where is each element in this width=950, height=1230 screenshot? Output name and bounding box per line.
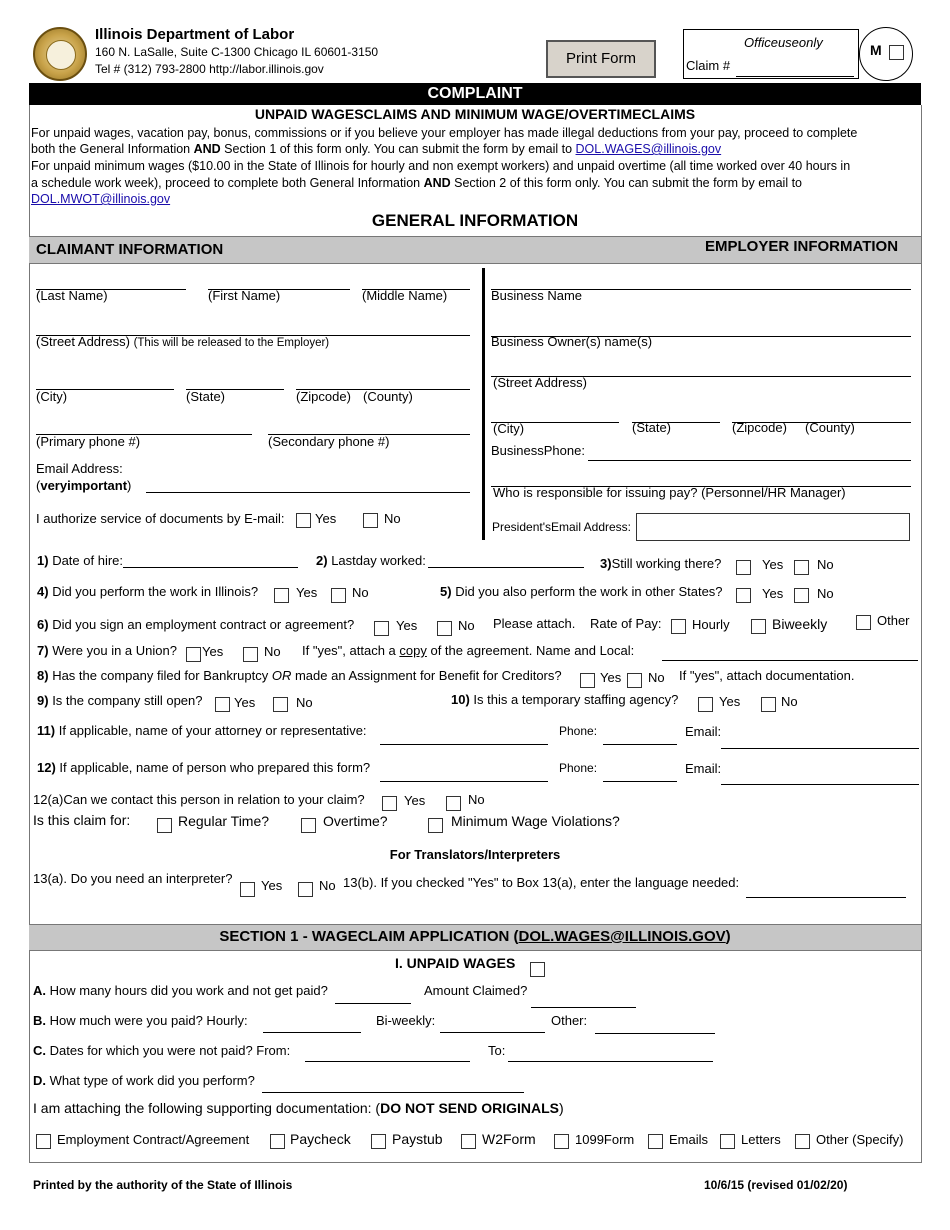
q10-yes-label: Yes xyxy=(719,694,741,709)
claimant-county-label: (County) xyxy=(363,389,413,404)
q12a-no-label: No xyxy=(468,792,485,807)
q7-union: 7) Were you in a Union? xyxy=(37,643,177,658)
wages-email-link[interactable]: DOL.WAGES@illinois.gov xyxy=(575,142,722,156)
q6-yes-label: Yes xyxy=(396,618,418,633)
q12-phone-label: Phone: xyxy=(559,761,598,775)
hourly-rate-field[interactable] xyxy=(263,1032,361,1033)
preparer-phone-field[interactable] xyxy=(603,781,677,782)
q7-no-label: No xyxy=(264,644,281,659)
q5-other-states: 5) Did you also perform the work in other States? xyxy=(440,584,723,599)
other-pay-label: Other: xyxy=(551,1013,588,1028)
q4-no-checkbox[interactable] xyxy=(331,588,346,603)
q13a-yes-label: Yes xyxy=(261,878,283,893)
doc-contract-checkbox[interactable] xyxy=(36,1134,51,1149)
section1-heading: SECTION 1 - WAGECLAIM APPLICATION (DOL.WAGES@ILLINOIS.GOV) xyxy=(219,928,731,945)
q9-yes-checkbox[interactable] xyxy=(215,697,230,712)
footer-revision: 10/6/15 (revised 01/02/20) xyxy=(704,1178,848,1192)
q-d-work-type: D. What type of work did you perform? xyxy=(33,1073,255,1088)
q4-yes-label: Yes xyxy=(296,585,318,600)
rate-other-checkbox[interactable] xyxy=(856,615,871,630)
doc-1099-label: 1099Form xyxy=(575,1132,635,1147)
q6-yes-checkbox[interactable] xyxy=(374,621,389,636)
unpaid-hours-field[interactable] xyxy=(335,1003,411,1004)
q10-staffing-agency: 10) Is this a temporary staffing agency? xyxy=(451,692,679,707)
attorney-phone-field[interactable] xyxy=(603,744,677,745)
claimant-street-label: (Street Address) (This will be released to the Employer) xyxy=(36,334,330,349)
q6-please-attach: Please attach. xyxy=(493,616,576,631)
m-circle xyxy=(859,27,913,81)
q6-no-label: No xyxy=(458,618,475,633)
pay-responsible-label: Who is responsible for issuing pay? (Personnel/HR Manager) xyxy=(493,485,846,500)
office-use-label: Officeuseonly xyxy=(744,35,823,50)
q2-last-day-worked: 2) Lastday worked: xyxy=(316,553,426,568)
min-wage-checkbox[interactable] xyxy=(428,818,443,833)
q5-yes-checkbox[interactable] xyxy=(736,588,751,603)
rate-hourly-label: Hourly xyxy=(692,617,730,632)
doc-letters-label: Letters xyxy=(741,1132,781,1147)
rate-biweekly-label: Biweekly xyxy=(772,616,828,632)
date-of-hire-field[interactable] xyxy=(123,567,298,568)
q5-no-checkbox[interactable] xyxy=(794,588,809,603)
q3-yes-checkbox[interactable] xyxy=(736,560,751,575)
attach-docs-label: I am attaching the following supporting documentation: (DO NOT SEND ORIGINALS) xyxy=(33,1100,564,1116)
m-checkbox[interactable] xyxy=(889,45,904,60)
doc-paycheck-label: Paycheck xyxy=(290,1131,351,1147)
doc-1099-checkbox[interactable] xyxy=(554,1134,569,1149)
q12a-yes-label: Yes xyxy=(404,793,426,808)
doc-w2-label: W2Form xyxy=(482,1131,536,1147)
q12-preparer: 12) If applicable, name of person who prepared this form? xyxy=(37,760,371,775)
date-to-field[interactable] xyxy=(508,1061,713,1062)
rate-other-label: Other xyxy=(877,613,910,628)
q9-no-label: No xyxy=(296,695,313,710)
last-name-label: (Last Name) xyxy=(36,288,108,303)
preparer-email-field[interactable] xyxy=(721,784,919,785)
q11-email-label: Email: xyxy=(685,724,722,739)
employer-state-label: (State) xyxy=(632,420,672,435)
q8-yes-checkbox[interactable] xyxy=(580,673,595,688)
m-label: M xyxy=(870,42,882,58)
regular-time-checkbox[interactable] xyxy=(157,818,172,833)
unpaid-wages-checkbox[interactable] xyxy=(530,962,545,977)
date-from-field[interactable] xyxy=(305,1061,470,1062)
q8-bankruptcy: 8) Has the company filed for Bankruptcy OR made an Assignment for Benefit for Creditors? xyxy=(37,668,562,683)
q-c-dates: C. Dates for which you were not paid? From: xyxy=(33,1043,291,1058)
q12a-contact: 12(a)Can we contact this person in relation to your claim? xyxy=(33,792,365,807)
q12-email-label: Email: xyxy=(685,761,722,776)
q12a-no-checkbox[interactable] xyxy=(446,796,461,811)
q9-company-open: 9) Is the company still open? xyxy=(37,693,203,708)
email-address-label: Email Address: xyxy=(36,461,123,476)
authorize-no-checkbox[interactable] xyxy=(363,513,378,528)
doc-other-checkbox[interactable] xyxy=(795,1134,810,1149)
q13a-no-label: No xyxy=(319,878,336,893)
q3-no-checkbox[interactable] xyxy=(794,560,809,575)
work-type-field[interactable] xyxy=(262,1092,524,1093)
q4-no-label: No xyxy=(352,585,369,600)
doc-emails-label: Emails xyxy=(669,1132,709,1147)
q11-phone-label: Phone: xyxy=(559,724,598,738)
q6-contract: 6) Did you sign an employment contract or agreement? xyxy=(37,617,355,632)
other-pay-field[interactable] xyxy=(595,1033,715,1034)
regular-time-label: Regular Time? xyxy=(178,813,270,829)
attorney-name-field[interactable] xyxy=(380,744,548,745)
doc-emails-checkbox[interactable] xyxy=(648,1134,663,1149)
business-owner-label: Business Owner(s) name(s) xyxy=(491,334,653,349)
overtime-label: Overtime? xyxy=(323,813,388,829)
claim-for-label: Is this claim for: xyxy=(33,812,131,828)
biweekly-pay-field[interactable] xyxy=(440,1032,545,1033)
authorize-yes-checkbox[interactable] xyxy=(296,513,311,528)
q6-no-checkbox[interactable] xyxy=(437,621,452,636)
q9-yes-label: Yes xyxy=(234,695,256,710)
authorize-email-label: I authorize service of documents by E-mail: xyxy=(36,511,285,526)
president-email-label: President'sEmail Address: xyxy=(492,520,632,534)
org-name: Illinois Department of Labor xyxy=(95,26,295,43)
q4-yes-checkbox[interactable] xyxy=(274,588,289,603)
form-subtitle: UNPAID WAGESCLAIMS AND MINIMUM WAGE/OVERTIMECLAIMS xyxy=(254,106,696,122)
q7-no-checkbox[interactable] xyxy=(243,647,258,662)
q10-yes-checkbox[interactable] xyxy=(698,697,713,712)
q-b-paid: B. How much were you paid? Hourly: xyxy=(33,1013,248,1028)
president-email-input[interactable] xyxy=(636,513,910,541)
authorize-no-label: No xyxy=(384,511,401,526)
union-local-field[interactable] xyxy=(662,660,918,661)
first-name-label: (First Name) xyxy=(208,288,281,303)
print-form-button[interactable]: Print Form xyxy=(546,40,656,78)
amount-claimed-label: Amount Claimed? xyxy=(424,983,528,998)
q13a-interpreter: 13(a). Do you need an interpreter? xyxy=(33,871,233,886)
intro-line-2: both the General Information AND Section 1 of this form only. You can submit the form by email to DOL.WAGES@illinois.gov xyxy=(31,142,722,156)
employer-county-label: (County) xyxy=(805,420,855,435)
q1-date-of-hire: 1) Date of hire: xyxy=(37,553,124,568)
q9-no-checkbox[interactable] xyxy=(273,697,288,712)
preparer-name-field[interactable] xyxy=(380,781,548,782)
amount-claimed-field[interactable] xyxy=(531,1007,636,1008)
employer-city-label: (City) xyxy=(493,421,525,436)
column-divider xyxy=(482,268,485,540)
q3-still-working: 3)Still working there? xyxy=(600,556,722,571)
q8-note: If "yes", attach documentation. xyxy=(679,668,855,683)
q12a-yes-checkbox[interactable] xyxy=(382,796,397,811)
q10-no-label: No xyxy=(781,694,798,709)
mwot-email-link[interactable]: DOL.MWOT@illinois.gov xyxy=(31,192,171,206)
state-seal-logo xyxy=(33,27,87,81)
business-phone-field[interactable] xyxy=(588,460,911,461)
business-phone-label: BusinessPhone: xyxy=(491,443,585,458)
q8-no-checkbox[interactable] xyxy=(627,673,642,688)
translators-heading: For Translators/Interpreters xyxy=(389,847,561,862)
claimant-city-label: (City) xyxy=(36,389,68,404)
biweekly-pay-label: Bi-weekly: xyxy=(376,1013,436,1028)
claim-number-field[interactable] xyxy=(736,76,854,77)
footer-authority: Printed by the authority of the State of Illinois xyxy=(33,1178,293,1192)
overtime-checkbox[interactable] xyxy=(301,818,316,833)
q7-union-note: If "yes", attach a copy of the agreement. Name and Local: xyxy=(302,643,635,658)
q13b-language: 13(b). If you checked "Yes" to Box 13(a), enter the language needed: xyxy=(343,875,740,890)
rate-hourly-checkbox[interactable] xyxy=(671,619,686,634)
doc-paycheck-checkbox[interactable] xyxy=(270,1134,285,1149)
doc-other-label: Other (Specify) xyxy=(816,1132,904,1147)
business-name-label: Business Name xyxy=(491,288,583,303)
q3-yes-label: Yes xyxy=(762,557,784,572)
employer-info-heading: EMPLOYER INFORMATION xyxy=(705,238,899,255)
q13a-no-checkbox[interactable] xyxy=(298,882,313,897)
q7-yes-checkbox[interactable] xyxy=(186,647,201,662)
rate-biweekly-checkbox[interactable] xyxy=(751,619,766,634)
claim-number-label: Claim # xyxy=(686,58,731,73)
doc-contract-label: Employment Contract/Agreement xyxy=(57,1132,250,1147)
intro-line-3: For unpaid minimum wages ($10.00 in the State of Illinois for hourly and non exempt workers) and unpaid overtime (all time worked over 40 hours in xyxy=(31,159,851,173)
very-important-label: (veryimportant) xyxy=(36,478,132,493)
language-field[interactable] xyxy=(746,897,906,898)
claimant-info-heading: CLAIMANT INFORMATION xyxy=(36,241,224,258)
q-a-hours: A. How many hours did you work and not get paid? xyxy=(33,983,328,998)
doc-letters-checkbox[interactable] xyxy=(720,1134,735,1149)
q8-no-label: No xyxy=(648,670,665,685)
last-day-field[interactable] xyxy=(428,567,584,568)
org-address: 160 N. LaSalle, Suite C-1300 Chicago IL 60601-3150 xyxy=(95,45,379,59)
unpaid-wages-title: I. UNPAID WAGES xyxy=(395,955,516,971)
secondary-phone-label: (Secondary phone #) xyxy=(268,434,390,449)
authorize-yes-label: Yes xyxy=(315,511,337,526)
org-contact: Tel # (312) 793-2800 http://labor.illinois.gov xyxy=(95,62,324,76)
intro-line-4: a schedule work week), proceed to complete both General Information AND Section 2 of this form only. You can submit the form by email to xyxy=(31,176,803,190)
employer-street-label: (Street Address) xyxy=(493,375,587,390)
claimant-state-label: (State) xyxy=(186,389,226,404)
min-wage-label: Minimum Wage Violations? xyxy=(451,813,620,829)
employer-zip-label: (Zipcode) xyxy=(732,420,787,435)
q13a-yes-checkbox[interactable] xyxy=(240,882,255,897)
intro-line-1: For unpaid wages, vacation pay, bonus, commissions or if you believe your employer has made illegal deductions from your pay, proceed to complete xyxy=(31,126,858,140)
q5-no-label: No xyxy=(817,586,834,601)
q11-attorney: 11) If applicable, name of your attorney or representative: xyxy=(37,723,367,738)
doc-w2-checkbox[interactable] xyxy=(461,1134,476,1149)
primary-phone-label: (Primary phone #) xyxy=(36,434,141,449)
office-use-box xyxy=(683,29,859,79)
complaint-title: COMPLAINT xyxy=(29,83,921,105)
q8-yes-label: Yes xyxy=(600,670,622,685)
q4-work-in-illinois: 4) Did you perform the work in Illinois? xyxy=(37,584,259,599)
q5-yes-label: Yes xyxy=(762,586,784,601)
claimant-email-field[interactable] xyxy=(146,492,470,493)
doc-paystub-label: Paystub xyxy=(392,1131,443,1147)
doc-paystub-checkbox[interactable] xyxy=(371,1134,386,1149)
rate-of-pay-label: Rate of Pay: xyxy=(590,616,662,631)
middle-name-label: (Middle Name) xyxy=(362,288,448,303)
q7-yes-label: Yes xyxy=(202,644,224,659)
claimant-zip-label: (Zipcode) xyxy=(296,389,351,404)
attorney-email-field[interactable] xyxy=(721,748,919,749)
q3-no-label: No xyxy=(817,557,834,572)
q10-no-checkbox[interactable] xyxy=(761,697,776,712)
general-information-heading: GENERAL INFORMATION xyxy=(371,211,579,230)
date-to-label: To: xyxy=(488,1043,506,1058)
